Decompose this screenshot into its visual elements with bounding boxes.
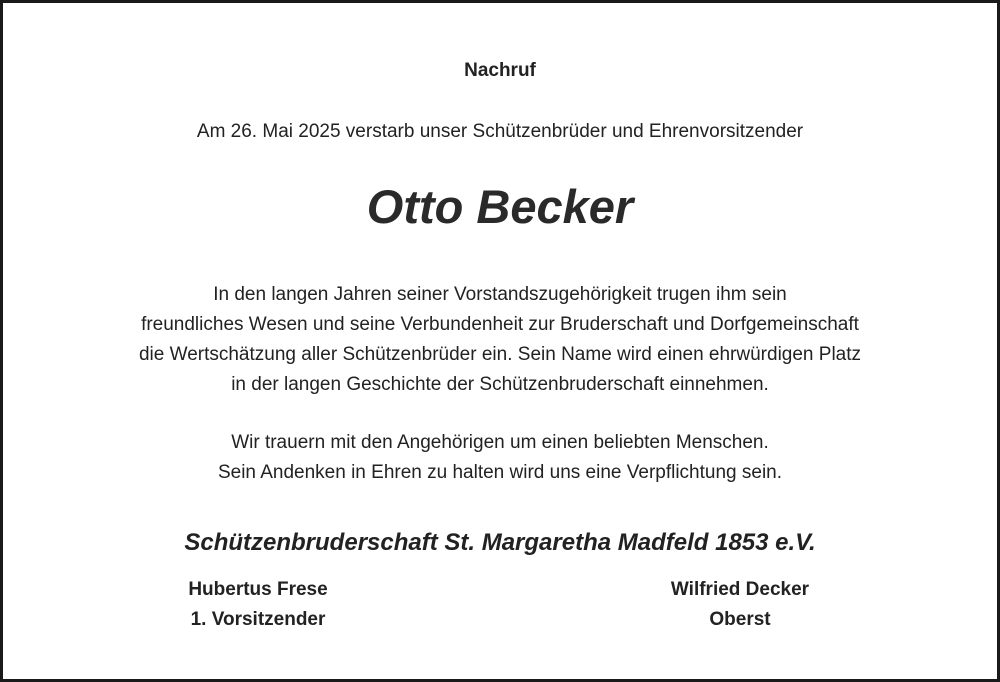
signatory-role: Oberst xyxy=(709,609,771,630)
signatory-left xyxy=(133,575,383,635)
notice-heading: Nachruf xyxy=(464,60,536,81)
organization-name: Schützenbruderschaft St. Margaretha Madfeld 1853 e.V. xyxy=(184,529,816,556)
intro-text: Am 26. Mai 2025 verstarb unser Schützenbrüder und Ehrenvorsitzender xyxy=(196,121,804,142)
signatory-right xyxy=(615,575,865,635)
tribute-line: die Wertschätzung aller Schützenbrüder ein. Sein Name wird einen ehrwürdigen Platz xyxy=(138,344,862,365)
signatory-name: Wilfried Decker xyxy=(670,579,810,600)
deceased-name: Otto Becker xyxy=(366,180,634,233)
tribute-line: In den langen Jahren seiner Vorstandszugehörigkeit trugen ihm sein xyxy=(213,284,787,305)
mourning-line: Sein Andenken in Ehren zu halten wird uns eine Verpflichtung sein. xyxy=(217,462,783,483)
tribute-line: in der langen Geschichte der Schützenbruderschaft einnehmen. xyxy=(231,374,769,395)
signatory-role: 1. Vorsitzender xyxy=(190,609,326,630)
mourning-line: Wir trauern mit den Angehörigen um einen beliebten Menschen. xyxy=(231,432,769,453)
tribute-paragraph xyxy=(3,280,997,400)
signatory-name: Hubertus Frese xyxy=(188,579,328,600)
mourning-paragraph xyxy=(3,428,997,488)
tribute-line: freundliches Wesen und seine Verbundenheit zur Bruderschaft und Dorfgemeinschaft xyxy=(141,314,859,335)
